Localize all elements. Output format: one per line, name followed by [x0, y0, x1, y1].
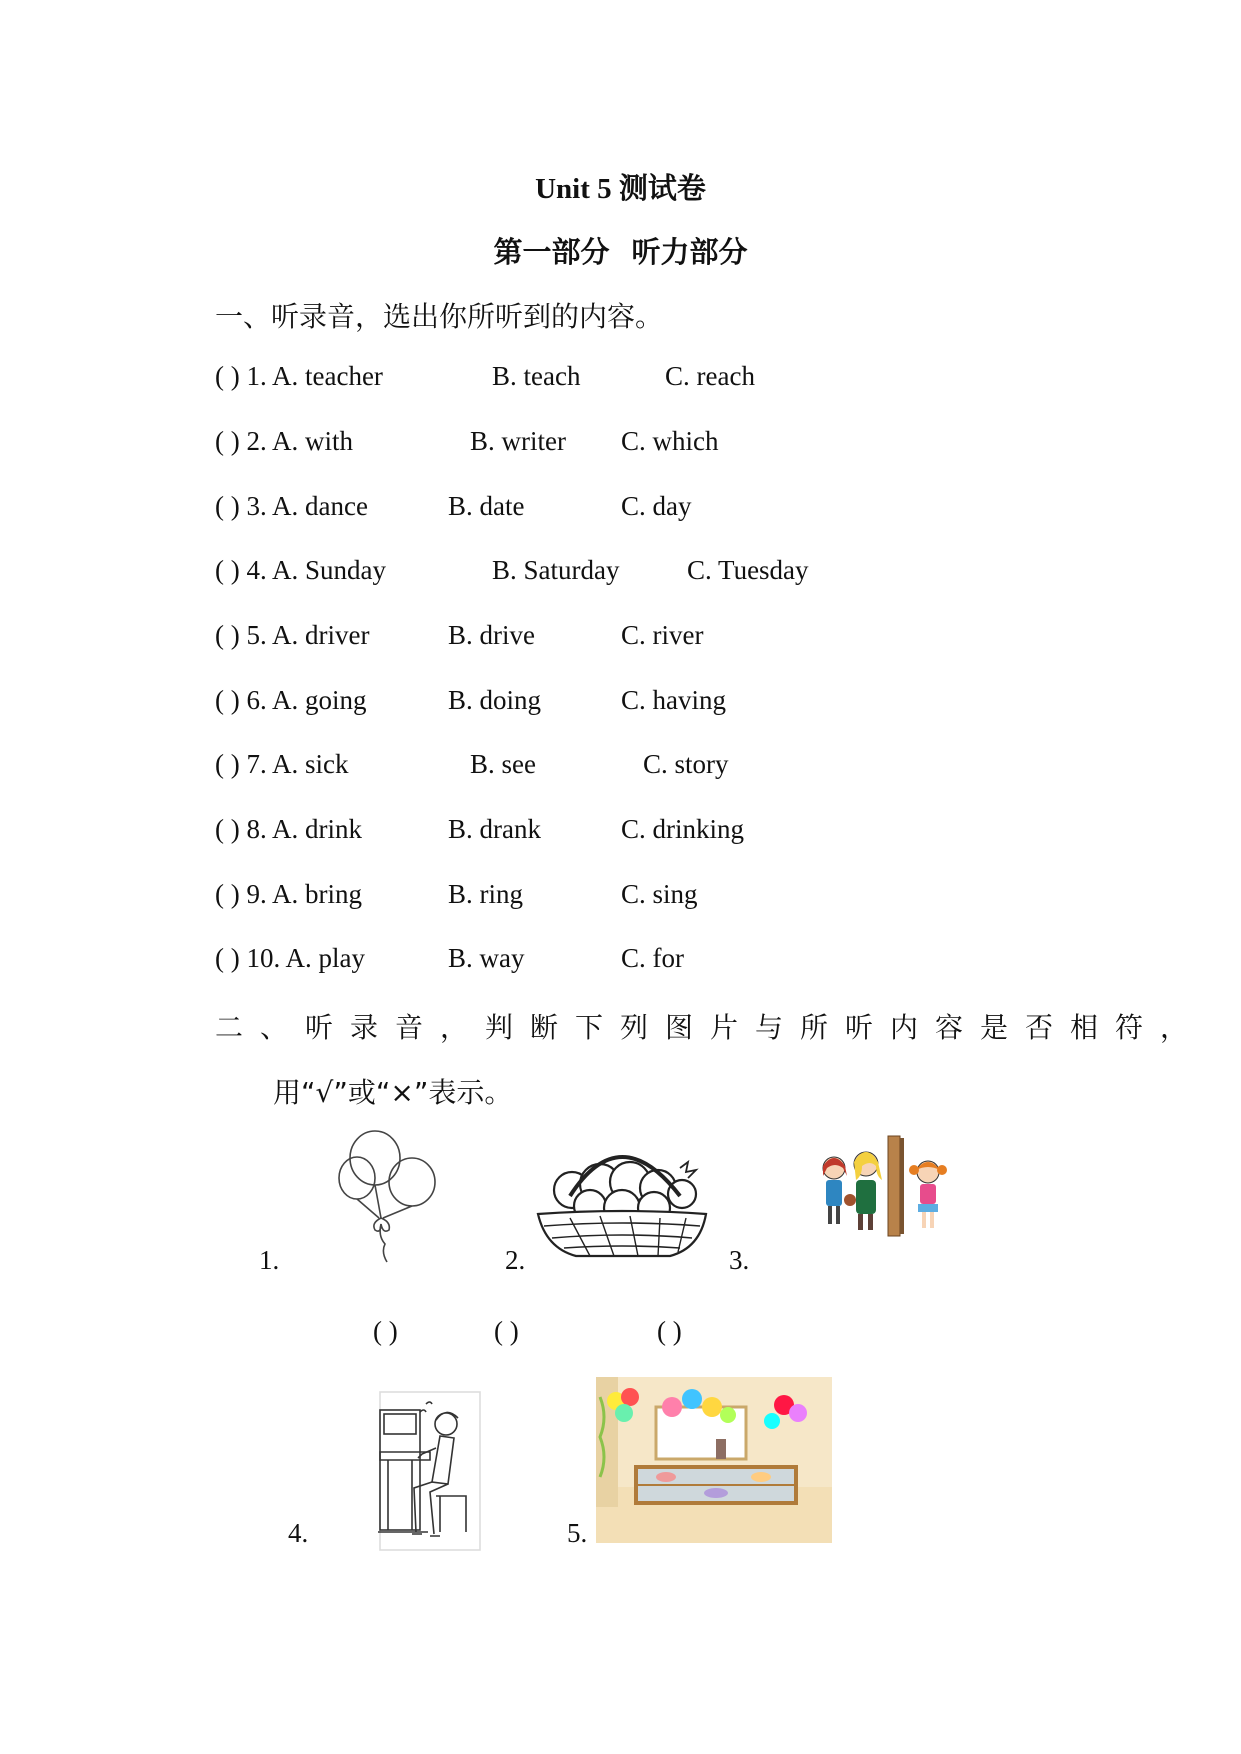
question-10-option-c: C. for	[621, 943, 684, 973]
question-1-option-b: B. teach	[492, 361, 581, 391]
question-8-option-c: C. drinking	[621, 814, 745, 844]
question-5-prefix: ( ) 5. A. driver	[215, 620, 370, 650]
page-title: Unit 5 测试卷	[535, 173, 706, 205]
picture-3-label: 3.	[729, 1245, 750, 1275]
fruit-basket-icon	[530, 1148, 715, 1268]
question-8-prefix: ( ) 8. A. drink	[215, 814, 362, 844]
question-3-option-b: B. date	[448, 491, 525, 521]
question-3-prefix: ( ) 3. A. dance	[215, 491, 368, 521]
question-6-option-b: B. doing	[448, 685, 542, 715]
question-4-option-c: C. Tuesday	[687, 555, 809, 585]
question-2-option-c: C. which	[621, 426, 719, 456]
question-7-option-c: C. story	[643, 749, 729, 779]
party-room-icon	[596, 1377, 832, 1543]
question-9-option-b: B. ring	[448, 879, 524, 909]
answer-paren-1: ( )	[373, 1316, 398, 1346]
question-7-option-b: B. see	[470, 749, 536, 779]
question-6-option-c: C. having	[621, 685, 726, 715]
question-4-prefix: ( ) 4. A. Sunday	[215, 555, 386, 585]
question-4-option-b: B. Saturday	[492, 555, 620, 585]
question-9-prefix: ( ) 9. A. bring	[215, 879, 362, 909]
picture-4-label: 4.	[288, 1518, 309, 1548]
question-1-prefix: ( ) 1. A. teacher	[215, 361, 383, 391]
question-10-option-b: B. way	[448, 943, 525, 973]
picture-5-label: 5.	[567, 1518, 588, 1548]
page-subtitle: 第一部分 听力部分	[493, 235, 748, 269]
balloons-icon	[335, 1128, 445, 1263]
question-2-prefix: ( ) 2. A. with	[215, 426, 353, 456]
piano-player-icon	[318, 1392, 480, 1550]
question-9-option-c: C. sing	[621, 879, 698, 909]
question-5-option-b: B. drive	[448, 620, 535, 650]
section1-heading: 一、听录音，选出你所听到的内容。	[215, 300, 664, 333]
children-at-door-icon	[820, 1136, 950, 1241]
question-7-prefix: ( ) 7. A. sick	[215, 749, 349, 779]
question-10-prefix: ( ) 10. A. play	[215, 943, 365, 973]
question-6-prefix: ( ) 6. A. going	[215, 685, 367, 715]
section2-heading-line1: 二、听录音，判断下列图片与所听内容是否相符，	[215, 1011, 1206, 1044]
question-1-option-c: C. reach	[665, 361, 755, 391]
question-5-option-c: C. river	[621, 620, 704, 650]
answer-paren-3: ( )	[657, 1316, 682, 1346]
section2-heading-line2: 用“√”或“×”表示。	[273, 1076, 513, 1109]
question-8-option-b: B. drank	[448, 814, 541, 844]
answer-paren-2: ( )	[494, 1316, 519, 1346]
question-2-option-b: B. writer	[470, 426, 566, 456]
question-3-option-c: C. day	[621, 491, 692, 521]
picture-1-label: 1.	[259, 1245, 280, 1275]
picture-2-label: 2.	[505, 1245, 526, 1275]
